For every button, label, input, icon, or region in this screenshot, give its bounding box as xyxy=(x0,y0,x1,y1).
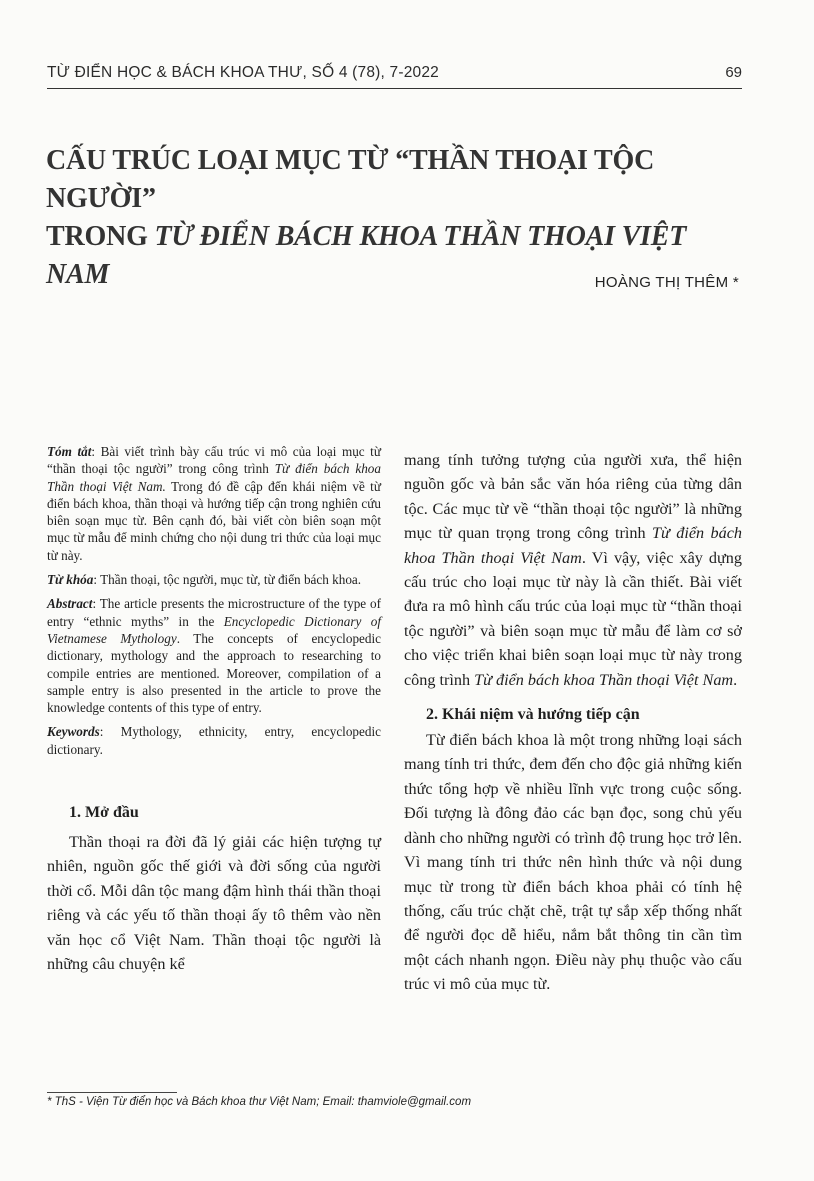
summary-label: Tóm tắt xyxy=(47,444,92,459)
summary-paragraph xyxy=(47,443,381,564)
section-1-heading: 1. Mở đầu xyxy=(69,804,139,822)
title-line-2-italic: TỪ ĐIỂN BÁCH KHOA THẦN THOẠI VIỆT NAM xyxy=(46,221,687,290)
abstract-part1: : The article presents the microstructure of the type of entry “ethnic myths” in the xyxy=(47,596,381,629)
journal-name: TỪ ĐIỂN HỌC & BÁCH KHOA THƯ, SỐ 4 (78), 7-2022 xyxy=(47,64,439,81)
page-number: 69 xyxy=(725,64,742,81)
author-footnote: * ThS - Viện Từ điển học và Bách khoa thư Việt Nam; Email: thamviole@gmail.com xyxy=(47,1096,472,1108)
keywords-vi-label: Từ khóa xyxy=(47,572,94,588)
author-name: HOÀNG THỊ THÊM * xyxy=(594,274,739,291)
footnote-rule xyxy=(47,1092,177,1093)
intro-work-title-2: Từ điển bách khoa Thần thoại Việt Nam xyxy=(474,670,734,689)
intro-work-title-1: Từ điển bách khoa Thần thoại Việt Nam xyxy=(404,524,743,567)
left-column xyxy=(47,443,381,976)
keywords-en-label: Keywords xyxy=(47,724,100,740)
title-line-2-prefix: TRONG xyxy=(46,221,155,252)
intro-continuation-paragraph xyxy=(404,448,742,692)
article-title xyxy=(46,142,746,294)
running-header xyxy=(47,64,742,86)
intro-part2: . Vì vậy, việc xây dựng cấu trúc cho loại mục từ này là cần thiết. Bài viết đưa ra mô hình cấu trúc của loại mục từ “thần thoại tộc người” và biên soạn mục từ mẫu để làm cơ sở cho việc triển khai biên soạn loại mục từ này trong công trình xyxy=(404,548,742,689)
section-2-heading: 2. Khái niệm và hướng tiếp cận xyxy=(426,706,640,724)
section-1-paragraph: Thần thoại ra đời đã lý giải các hiện tượng tự nhiên, nguồn gốc thế giới và đời sống của người thời cổ. Mỗi dân tộc mang đậm hình thái thần thoại riêng và các yếu tố thần thoại ấy tô thêm vào nền văn học cổ Việt Nam. Thần thoại tộc người là những câu chuyện kể xyxy=(47,833,381,974)
keywords-en-text: : Mythology, ethnicity, entry, encyclopedic dictionary. xyxy=(47,724,381,757)
summary-work-title: Từ điển bách khoa Thần thoại Việt Nam. xyxy=(47,461,381,494)
keywords-vi-paragraph xyxy=(47,571,381,588)
right-column xyxy=(404,448,742,997)
summary-part1: : Bài viết trình bày cấu trúc vi mô của loại mục từ “thần thoại tộc người” trong công trình xyxy=(47,444,381,477)
keywords-vi-text: : Thần thoại, tộc người, mục từ, từ điển bách khoa. xyxy=(93,572,362,588)
keywords-en-paragraph xyxy=(47,723,381,758)
title-line-1: CẤU TRÚC LOẠI MỤC TỪ “THẦN THOẠI TỘC NGƯỜI” xyxy=(46,145,655,214)
abstract-part2: . The concepts of encyclopedic dictionary, mythology and the approach to researching to compile entries are mentioned. Moreover, compilation of a sample entry is also presented in the article to prove the knowledge contents of this type of entry. xyxy=(47,630,382,716)
abstract-label: Abstract xyxy=(47,596,93,612)
header-rule xyxy=(47,88,742,89)
intro-part3: . xyxy=(733,670,738,689)
section-2-paragraph: Từ điển bách khoa là một trong những loại sách mang tính tri thức, đem đến cho độc giả những kiến thức tổng hợp về nhiều lĩnh vực trong cuộc sống. Đối tượng là đông đảo các bạn đọc, song chủ yếu dành cho những người có trình độ trung học trở lên. Vì mang tính tri thức nên hình thức và nội dung mục từ trong từ điển bách khoa phải có tính hệ thống, cấu trúc chặt chẽ, trật tự sắp xếp thống nhất để người đọc dễ hiểu, nắm bắt thông tin cần tìm một cách nhanh ngọn. Điều này phụ thuộc vào cấu trúc vi mô của mục từ. xyxy=(404,731,742,994)
abstract-paragraph xyxy=(47,595,381,716)
summary-part2: Trong đó đề cập đến khái niệm về từ điển bách khoa, thần thoại và hướng tiếp cận trong nghiên cứu biên soạn mục từ. Bên cạnh đó, bài viết còn biên soạn một mục từ mẫu để minh chứng cho nội dung tri thức của loại mục từ này. xyxy=(47,478,381,563)
abstract-work-title: Encyclopedic Dictionary of Vietnamese Mythology xyxy=(47,613,381,646)
intro-part1: mang tính tưởng tượng của người xưa, thể hiện nguồn gốc và bản sắc văn hóa riêng của từng dân tộc. Các mục từ về “thần thoại tộc người” là những mục từ quan trọng trong công trình xyxy=(404,451,742,543)
